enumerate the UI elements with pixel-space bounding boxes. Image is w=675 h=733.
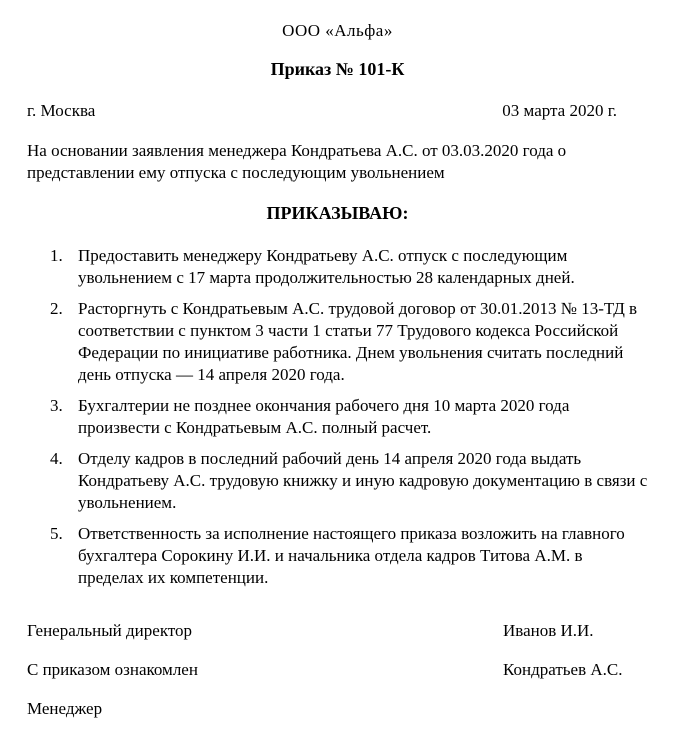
signature-name-acknowledged: Кондратьев А.С. bbox=[503, 660, 623, 679]
order-item-2-text: Расторгнуть с Кондратьевым А.С. трудовой договор от 30.01.2013 № 13-ТД в соответствии с пунктом 3 части 1 статьи 77 Трудового кодекса Российской Федерации по инициативе работника. Днем увольнения считать последний день отпуска — 14 апреля 2020 года. bbox=[78, 299, 638, 384]
signature-row-director bbox=[27, 620, 648, 642]
order-items-list bbox=[27, 245, 648, 589]
signature-role-acknowledged: С приказом ознакомлен bbox=[27, 660, 198, 679]
order-item-2 bbox=[50, 298, 648, 386]
resolution-heading: ПРИКАЗЫВАЮ: bbox=[266, 203, 409, 223]
signature-role-manager: Менеджер bbox=[27, 699, 103, 718]
order-item-3-number: 3. bbox=[50, 396, 63, 415]
order-item-4-text: Отделу кадров в последний рабочий день 14 апреля 2020 года выдать Кондратьеву А.С. трудовую книжку и иную кадровую документацию в связи с увольнением. bbox=[78, 449, 648, 512]
signature-name-director: Иванов И.И. bbox=[503, 621, 594, 640]
order-item-4 bbox=[50, 448, 648, 514]
order-item-1-number: 1. bbox=[50, 246, 63, 265]
order-item-1 bbox=[50, 245, 648, 289]
order-item-4-number: 4. bbox=[50, 449, 63, 468]
signature-block bbox=[27, 620, 648, 720]
city-label: г. Москва bbox=[27, 101, 96, 120]
order-title: Приказ № 101-К bbox=[270, 59, 405, 79]
order-item-3 bbox=[50, 395, 648, 439]
order-date: 03 марта 2020 г. bbox=[502, 101, 617, 120]
order-item-2-number: 2. bbox=[50, 299, 63, 318]
order-item-5 bbox=[50, 523, 648, 589]
city-date-row bbox=[27, 100, 648, 122]
company-name: ООО «Альфа» bbox=[282, 21, 393, 40]
order-item-5-number: 5. bbox=[50, 524, 63, 543]
order-item-5-text: Ответственность за исполнение настоящего приказа возложить на главного бухгалтера Сорокину И.И. и начальника отдела кадров Титова А.М. в пределах их компетенции. bbox=[78, 524, 625, 587]
signature-role-director: Генеральный директор bbox=[27, 621, 193, 640]
order-item-1-text: Предоставить менеджеру Кондратьеву А.С. отпуск с последующим увольнением с 17 марта продолжительностью 28 календарных дней. bbox=[78, 246, 575, 287]
preamble-text: На основании заявления менеджера Кондратьева А.С. от 03.03.2020 года о представлении ему отпуска с последующим увольнением bbox=[27, 141, 567, 182]
order-item-3-text: Бухгалтерии не позднее окончания рабочего дня 10 марта 2020 года произвести с Кондратьевым А.С. полный расчет. bbox=[78, 396, 570, 437]
signature-row-manager bbox=[27, 698, 648, 720]
signature-row-acknowledged bbox=[27, 659, 648, 681]
